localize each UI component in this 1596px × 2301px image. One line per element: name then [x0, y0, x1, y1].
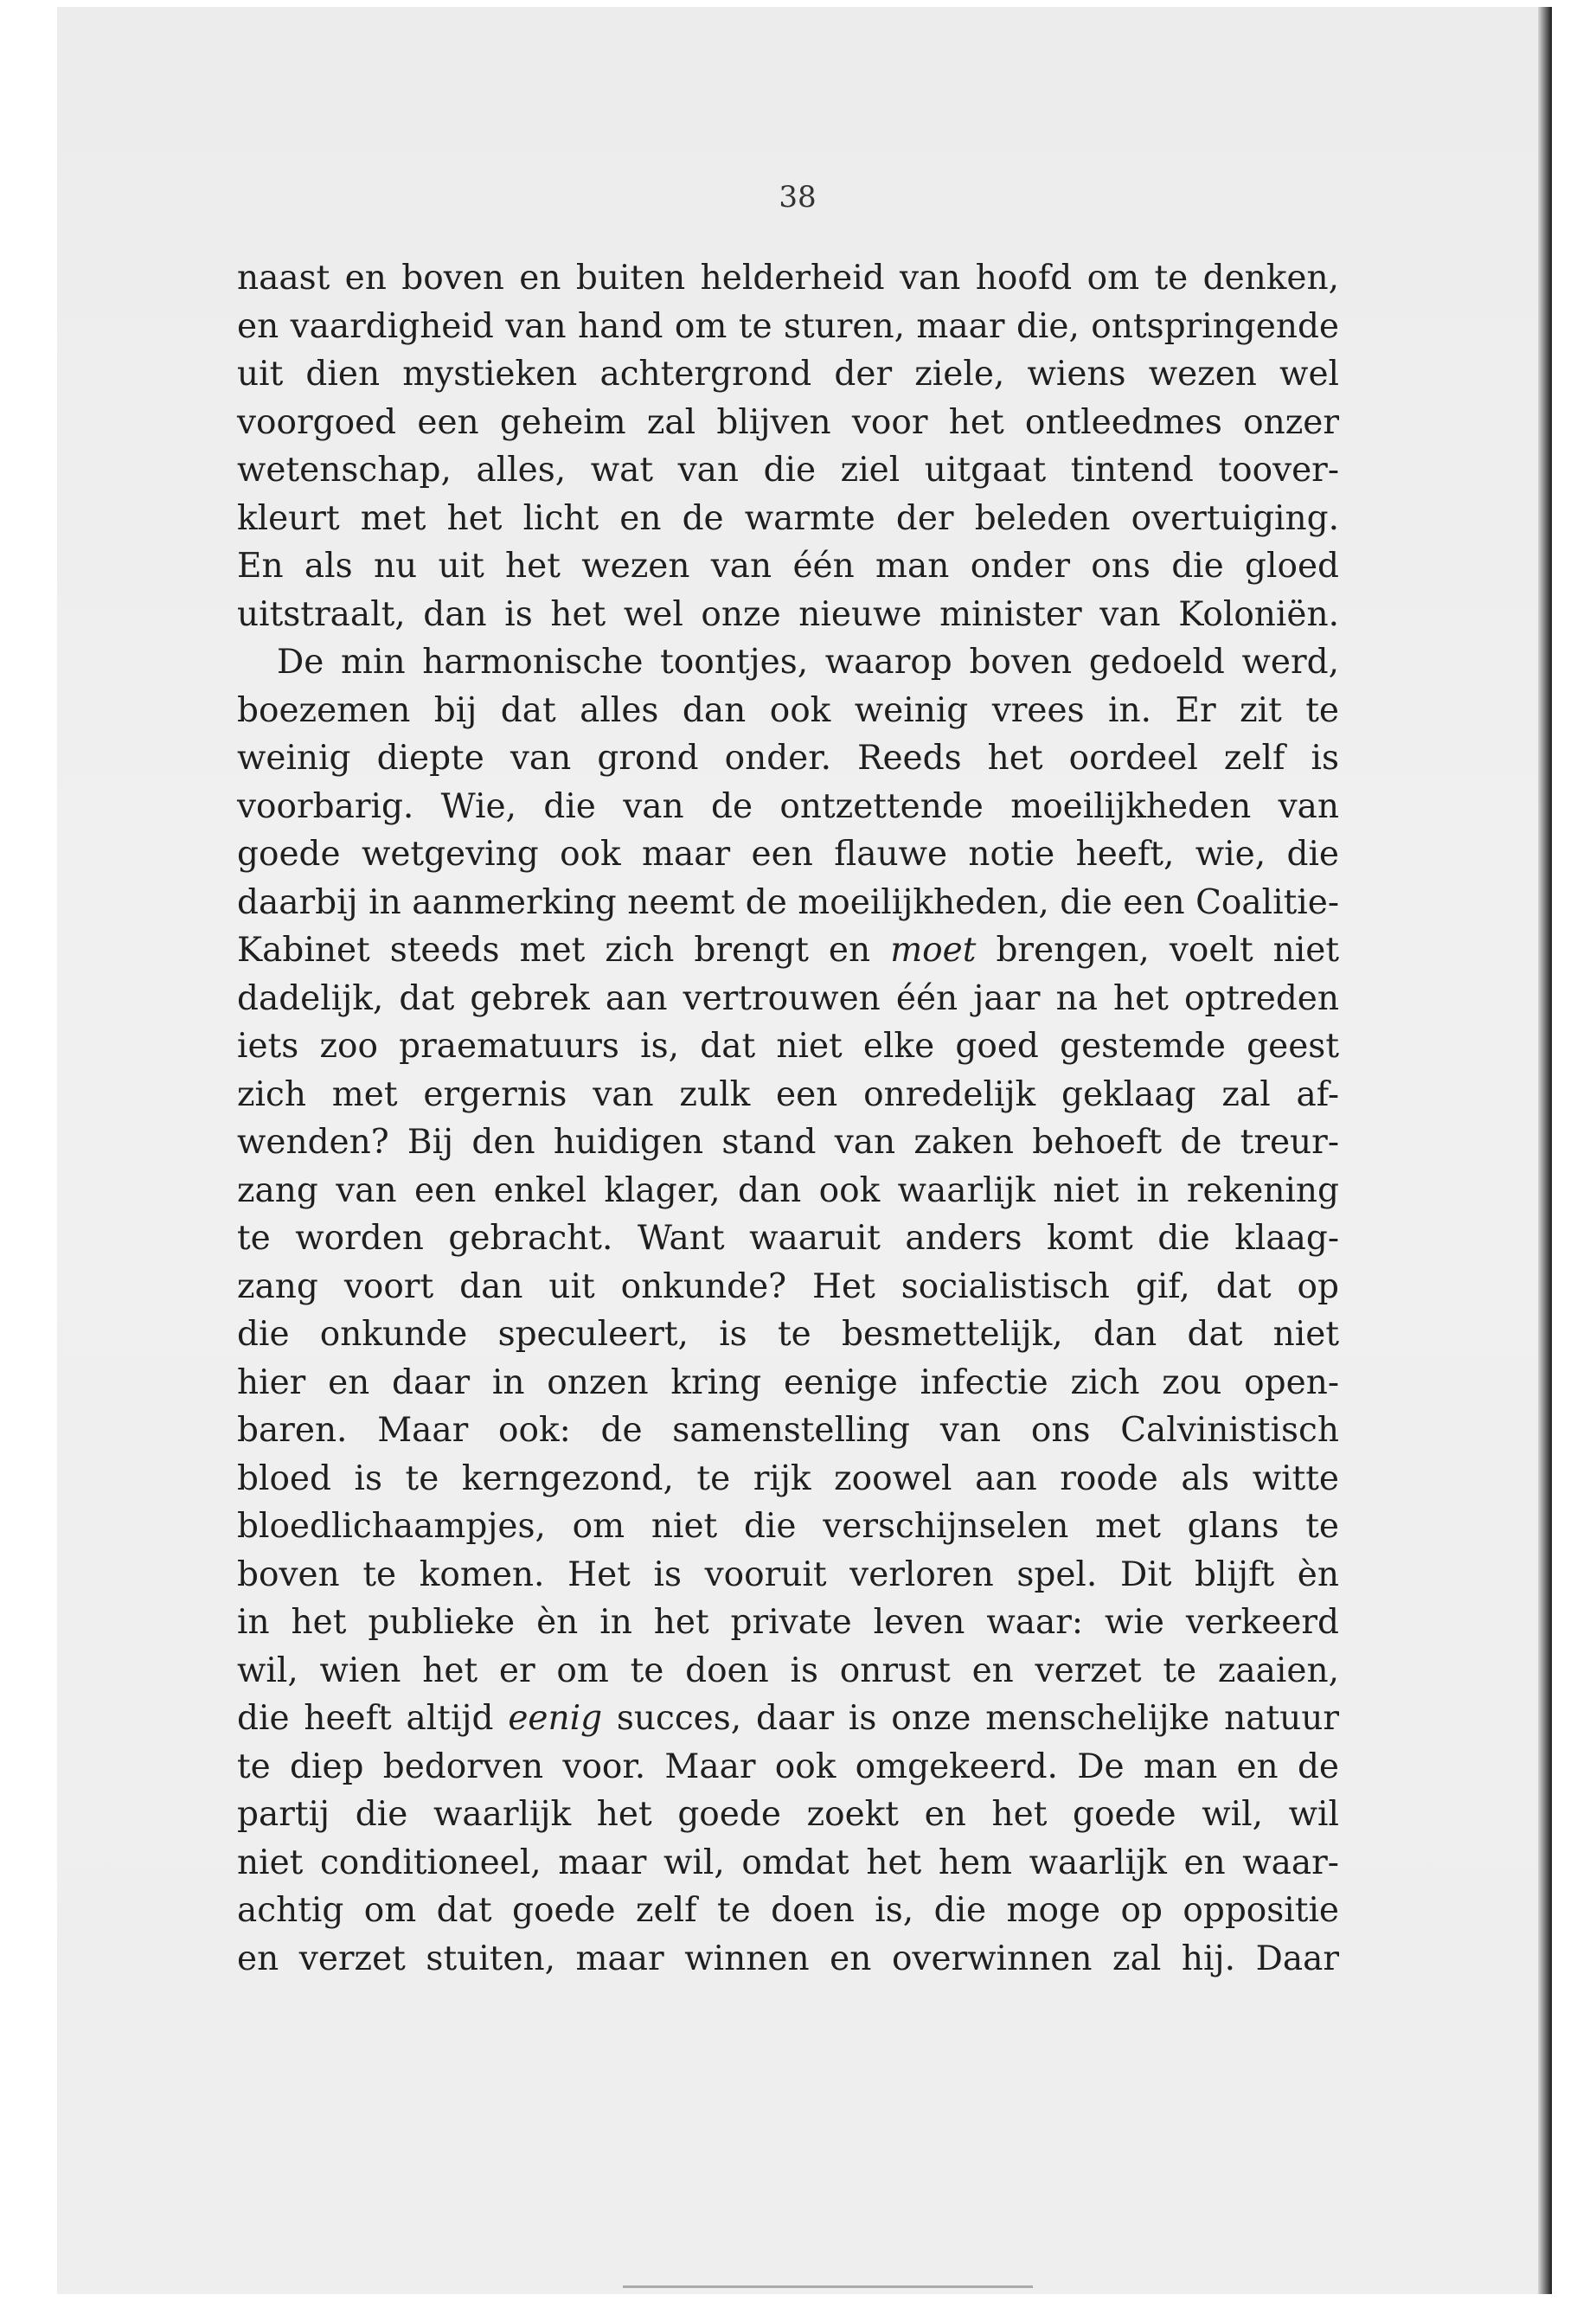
text-line: uitstraalt, dan is het wel onze nieuwe minister van Koloniën. — [237, 594, 1339, 634]
text-line: En als nu uit het wezen van één man onder ons die gloed — [237, 547, 1339, 586]
text-line: in het publieke èn in het private leven waar: wie verkeerd — [237, 1603, 1339, 1642]
emphasized-word: moet — [890, 931, 977, 970]
text-line: kleurt met het licht en de warmte der beleden overtuiging. — [237, 498, 1339, 538]
page-number: 38 — [779, 180, 817, 215]
text-line: niet conditioneel, maar wil, omdat het hem waarlijk en waar- — [237, 1843, 1339, 1882]
text-line: te diep bedorven voor. Maar ook omgekeerd. De man en de — [237, 1747, 1339, 1786]
page-edge — [1538, 7, 1552, 2294]
text-line: weinig diepte van grond onder. Reeds het oordeel zelf is — [237, 739, 1339, 778]
text-line: daarbij in aanmerking neemt de moeilijkheden, die een Coalitie- — [237, 882, 1339, 922]
text-segment: succes, daar is onze menschelijke natuur — [602, 1699, 1340, 1738]
text-line: uit dien mystieken achtergrond der ziele, wiens wezen wel — [237, 355, 1339, 394]
text-line: naast en boven en buiten helderheid van hoofd om te denken, — [237, 259, 1339, 298]
text-line: bloedlichaampjes, om niet die verschijnselen met glans te — [237, 1507, 1339, 1546]
book-page — [57, 7, 1538, 2294]
text-line: dadelijk, dat gebrek aan vertrouwen één jaar na het optreden — [237, 978, 1339, 1018]
text-line — [237, 1695, 1339, 1743]
text-line: goede wetgeving ook maar een flauwe notie heeft, wie, die — [237, 835, 1339, 874]
text-line: wetenschap, alles, wat van die ziel uitgaat tintend toover- — [237, 451, 1339, 490]
text-line: die onkunde speculeert, is te besmettelijk, dan dat niet — [237, 1315, 1339, 1354]
text-line: bloed is te kerngezond, te rijk zoowel aan roode als witte — [237, 1458, 1339, 1498]
body-text — [237, 254, 1339, 1983]
text-line: boven te komen. Het is vooruit verloren spel. Dit blijft èn — [237, 1554, 1339, 1594]
text-line: wenden? Bij den huidigen stand van zaken behoeft de treur- — [237, 1123, 1339, 1162]
text-line: en verzet stuiten, maar winnen en overwinnen zal hij. Daar — [237, 1939, 1339, 1978]
text-line: voorgoed een geheim zal blijven voor het ontleedmes onzer — [237, 402, 1339, 442]
text-line: baren. Maar ook: de samenstelling van ons Calvinistisch — [237, 1411, 1339, 1450]
text-line: partij die waarlijk het goede zoekt en het goede wil, wil — [237, 1795, 1339, 1834]
text-line: achtig om dat goede zelf te doen is, die moge op oppositie — [237, 1891, 1339, 1930]
text-line: hier en daar in onzen kring eenige infectie zich zou open- — [237, 1362, 1339, 1402]
text-segment: die heeft altijd — [237, 1699, 509, 1738]
text-line: te worden gebracht. Want waaruit anders komt die klaag- — [237, 1219, 1339, 1258]
text-segment: Kabinet steeds met zich brengt en — [237, 931, 891, 970]
text-segment: brengen, voelt niet — [976, 931, 1340, 970]
text-line: wil, wien het er om te doen is onrust en verzet te zaaien, — [237, 1650, 1339, 1690]
text-line: voorbarig. Wie, die van de ontzettende moeilijkheden van — [237, 786, 1339, 826]
bottom-rule — [623, 2285, 1033, 2288]
text-line: De min harmonische toontjes, waarop boven gedoeld werd, — [277, 643, 1339, 682]
text-line: iets zoo praematuurs is, dat niet elke goed gestemde geest — [237, 1027, 1339, 1066]
text-line: zich met ergernis van zulk een onredelijk geklaag zal af- — [237, 1074, 1339, 1114]
text-line: en vaardigheid van hand om te sturen, maar die, ontspringende — [237, 306, 1339, 346]
text-line — [237, 926, 1339, 975]
text-line: zang van een enkel klager, dan ook waarlijk niet in rekening — [237, 1170, 1339, 1210]
emphasized-word: eenig — [508, 1699, 603, 1738]
text-line: boezemen bij dat alles dan ook weinig vrees in. Er zit te — [237, 690, 1339, 730]
text-line: zang voort dan uit onkunde? Het socialistisch gif, dat op — [237, 1266, 1339, 1306]
